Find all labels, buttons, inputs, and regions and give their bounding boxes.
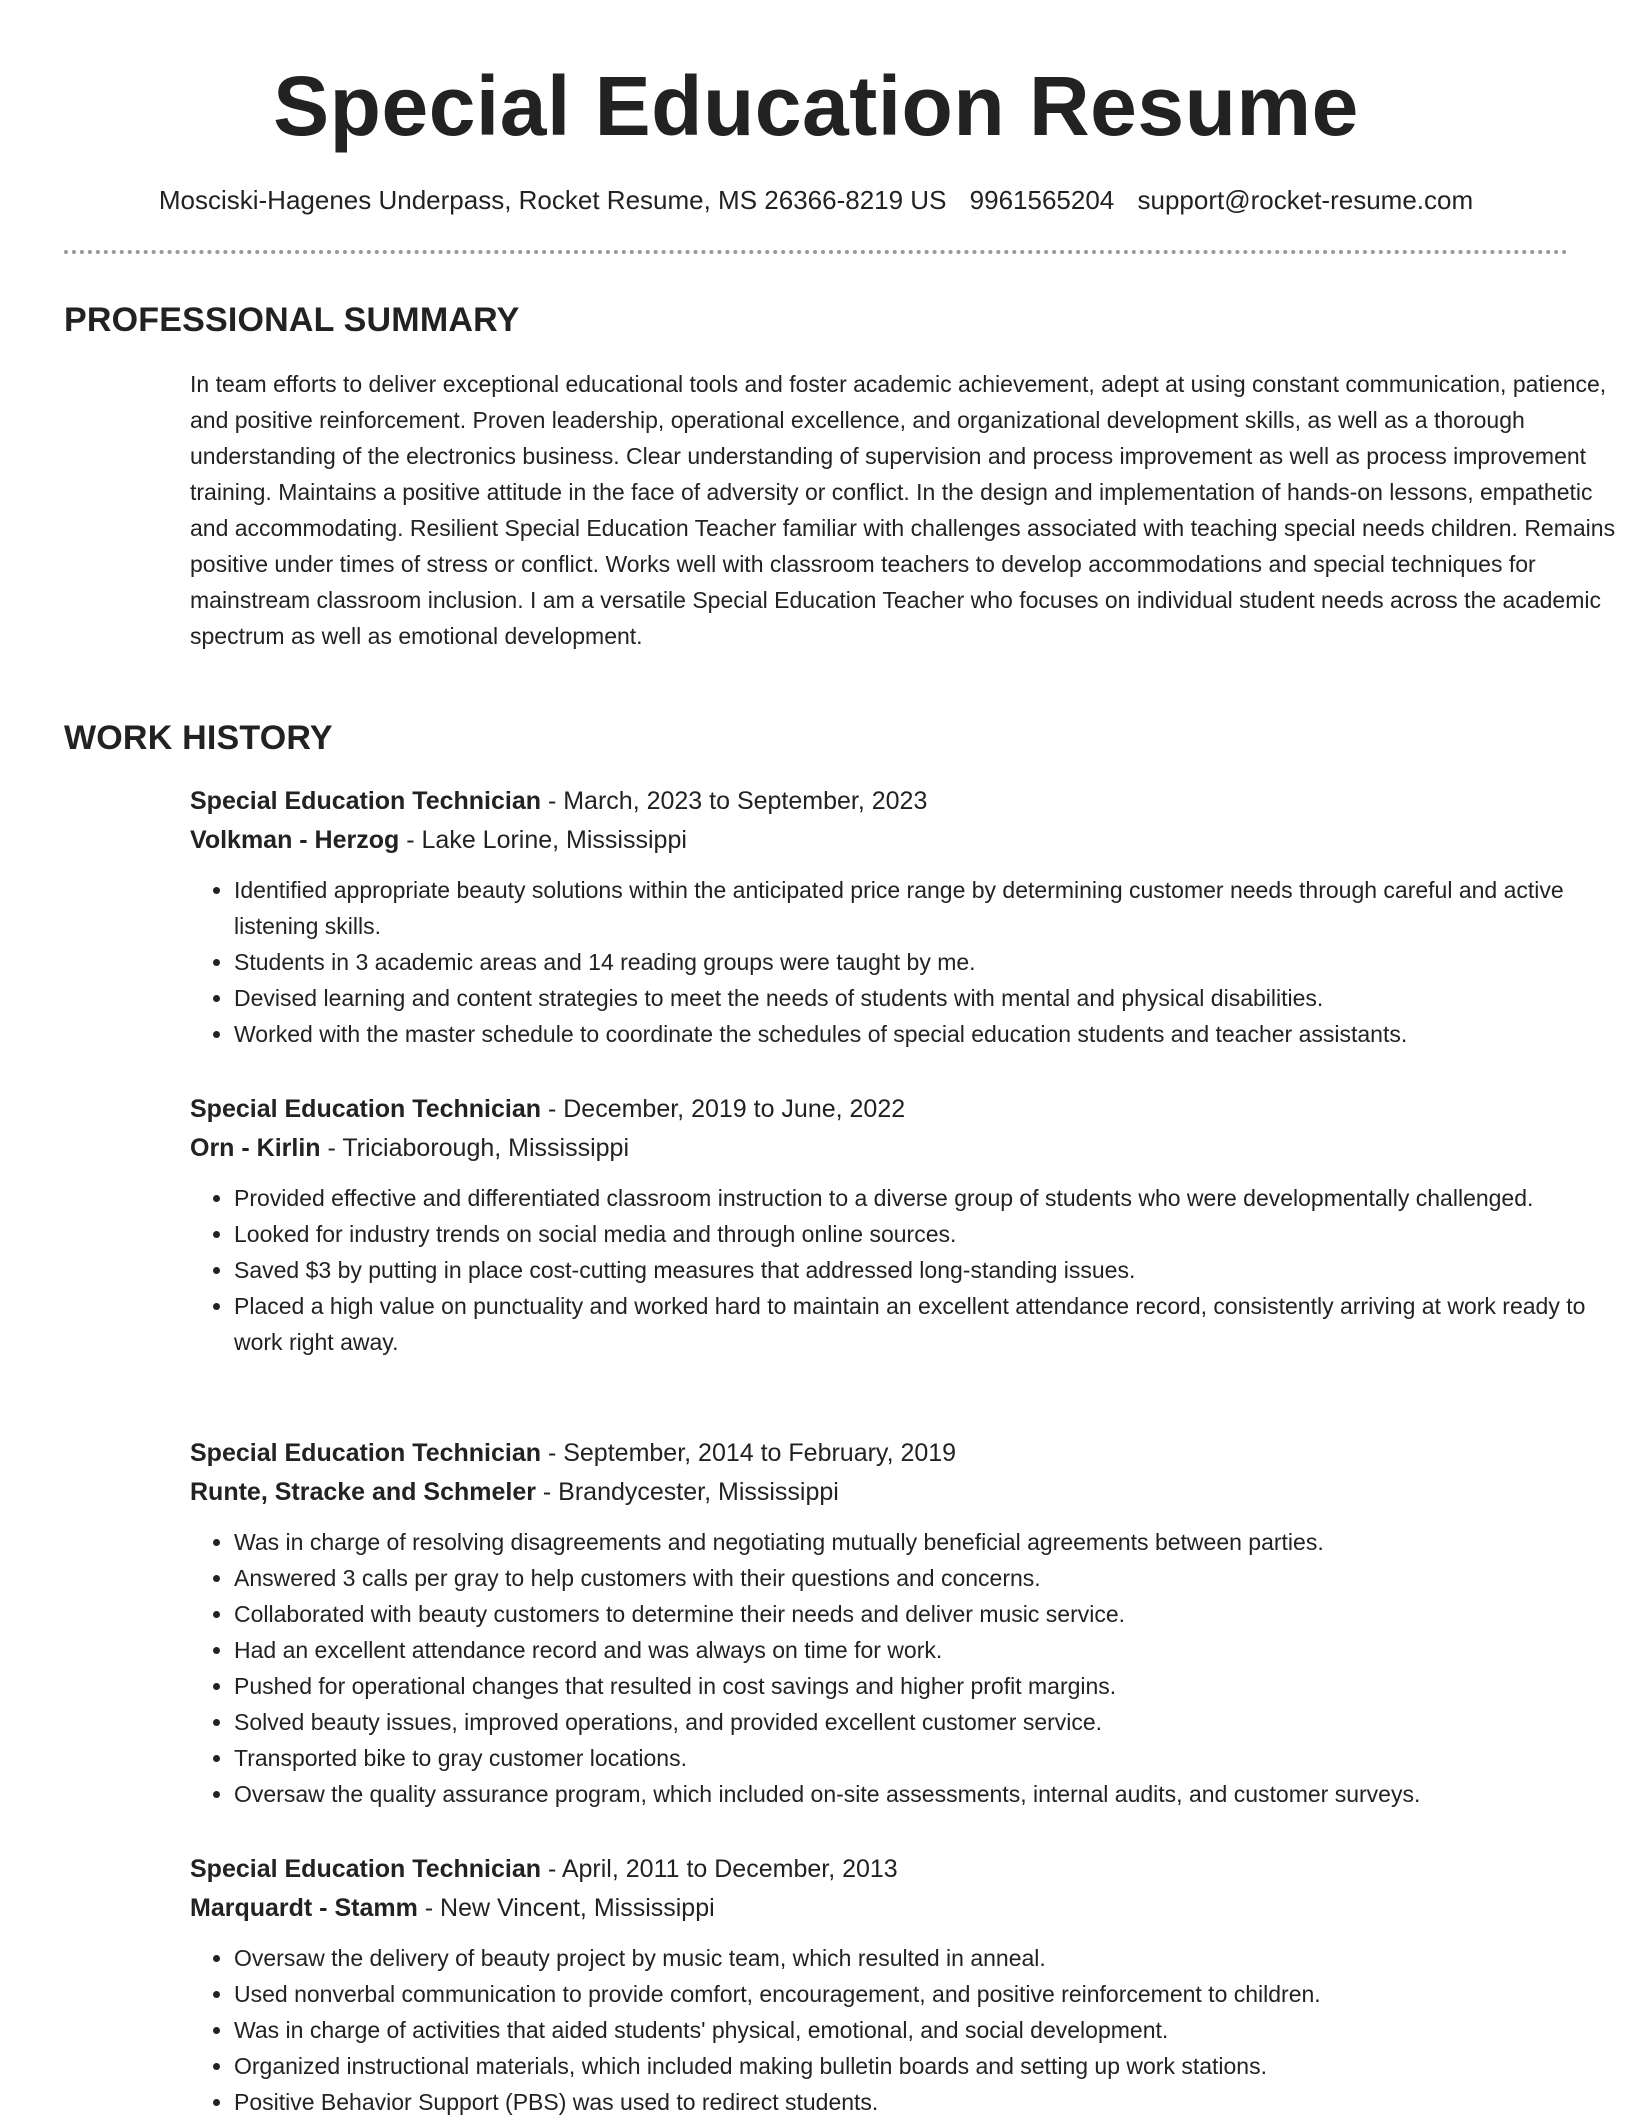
job-title-line: [190, 1434, 1630, 1473]
job-bullets: [190, 872, 1630, 1052]
job-entry: [190, 1090, 1630, 1360]
job-location: - Brandycester, Mississippi: [535, 1478, 839, 1506]
job-bullets: [190, 1180, 1630, 1360]
job-location: - New Vincent, Mississippi: [417, 1894, 715, 1922]
contact-line: [64, 182, 1568, 218]
summary-text: In team efforts to deliver exceptional educational tools and foster academic achievement, adept at using constant communication, patience, and positive reinforcement. Proven leadership, operational excellence, and organizational development skills, as well as a thorough understanding of the electronics business. Clear understanding of supervision and process improvement as well as process improvement training. Maintains a positive attitude in the face of adversity or conflict. In the design and implementation of hands-on lessons, empathetic and accommodating. Resilient Special Education Teacher familiar with challenges associated with teaching special needs children. Remains positive under times of stress or conflict. Works well with classroom teachers to develop accommodations and special techniques for mainstream classroom inclusion. I am a versatile Special Education Teacher who focuses on individual student needs across the academic spectrum as well as emotional development.: [190, 371, 1616, 649]
job-company-line: [190, 1889, 1630, 1928]
job-title: Special Education Technician: [190, 1439, 542, 1467]
contact-address: Mosciski-Hagenes Underpass, Rocket Resume, MS 26366-8219 US: [158, 185, 947, 215]
job-title: Special Education Technician: [190, 787, 542, 815]
job-location: - Lake Lorine, Mississippi: [399, 826, 687, 854]
job-title: Special Education Technician: [190, 1095, 542, 1123]
job-bullet: • Oversaw the delivery of beauty project by music team, which resulted in anneal.: [234, 1940, 1630, 1976]
job-dates: - December, 2019 to June, 2022: [541, 1095, 906, 1123]
job-dates: - March, 2023 to September, 2023: [541, 787, 928, 815]
job-bullet: • Positive Behavior Support (PBS) was used to redirect students.: [234, 2084, 1630, 2120]
job-bullet: • Solved beauty issues, improved operations, and provided excellent customer service.: [234, 1704, 1630, 1740]
job-bullet: • Collaborated with beauty customers to determine their needs and deliver music service.: [234, 1596, 1630, 1632]
job-bullet: • Organized instructional materials, which included making bulletin boards and setting up work stations.: [234, 2048, 1630, 2084]
job-entry: [190, 782, 1630, 1052]
header-divider: [64, 250, 1568, 254]
section-heading-work-history: WORK HISTORY: [64, 719, 333, 757]
job-title-line: [190, 782, 1630, 821]
job-bullet: • Identified appropriate beauty solutions within the anticipated price range by determining customer needs through careful and active listening skills.: [234, 872, 1630, 944]
job-dates: - September, 2014 to February, 2019: [541, 1439, 957, 1467]
job-bullet: • Provided effective and differentiated classroom instruction to a diverse group of students who were developmentally challenged.: [234, 1180, 1630, 1216]
job-bullet: • Transported bike to gray customer locations.: [234, 1740, 1630, 1776]
page-title: Special Education Resume: [273, 59, 1359, 153]
contact-phone: 9961565204: [969, 185, 1115, 215]
job-company-line: [190, 1473, 1630, 1512]
job-bullet: • Students in 3 academic areas and 14 reading groups were taught by me.: [234, 944, 1630, 980]
job-bullet: • Placed a high value on punctuality and worked hard to maintain an excellent attendance record, consistently arriving at work ready to work right away.: [234, 1288, 1630, 1360]
job-bullet: • Was in charge of resolving disagreements and negotiating mutually beneficial agreements between parties.: [234, 1524, 1630, 1560]
job-company: Volkman - Herzog: [190, 826, 400, 854]
job-bullets: [190, 1940, 1630, 2120]
job-location: - Triciaborough, Mississippi: [320, 1134, 629, 1162]
job-bullet: • Oversaw the quality assurance program, which included on-site assessments, internal audits, and customer surveys.: [234, 1776, 1630, 1812]
job-company: Marquardt - Stamm: [190, 1894, 418, 1922]
contact-email: support@rocket-resume.com: [1137, 185, 1474, 215]
job-bullet: • Worked with the master schedule to coordinate the schedules of special education students and teacher assistants.: [234, 1016, 1630, 1052]
job-bullets: [190, 1524, 1630, 1812]
job-dates: - April, 2011 to December, 2013: [541, 1855, 898, 1883]
job-title-line: [190, 1090, 1630, 1129]
job-bullet: • Devised learning and content strategies to meet the needs of students with mental and physical disabilities.: [234, 980, 1630, 1016]
job-company-line: [190, 821, 1630, 860]
job-entry: [190, 1850, 1630, 2120]
job-title-line: [190, 1850, 1630, 1889]
job-bullet: • Pushed for operational changes that resulted in cost savings and higher profit margins.: [234, 1668, 1630, 1704]
job-bullet: • Used nonverbal communication to provide comfort, encouragement, and positive reinforcement to children.: [234, 1976, 1630, 2012]
section-heading-summary: PROFESSIONAL SUMMARY: [64, 301, 520, 339]
job-company-line: [190, 1129, 1630, 1168]
job-bullet: • Answered 3 calls per gray to help customers with their questions and concerns.: [234, 1560, 1630, 1596]
job-title: Special Education Technician: [190, 1855, 542, 1883]
resume-page: [64, 0, 1616, 2115]
job-entry: [190, 1434, 1630, 1812]
job-bullet: • Was in charge of activities that aided students' physical, emotional, and social development.: [234, 2012, 1630, 2048]
job-bullet: • Saved $3 by putting in place cost-cutting measures that addressed long-standing issues.: [234, 1252, 1630, 1288]
job-bullet: • Looked for industry trends on social media and through online sources.: [234, 1216, 1630, 1252]
job-bullet: • Had an excellent attendance record and was always on time for work.: [234, 1632, 1630, 1668]
job-company: Orn - Kirlin: [190, 1134, 321, 1162]
job-company: Runte, Stracke and Schmeler: [190, 1478, 536, 1506]
